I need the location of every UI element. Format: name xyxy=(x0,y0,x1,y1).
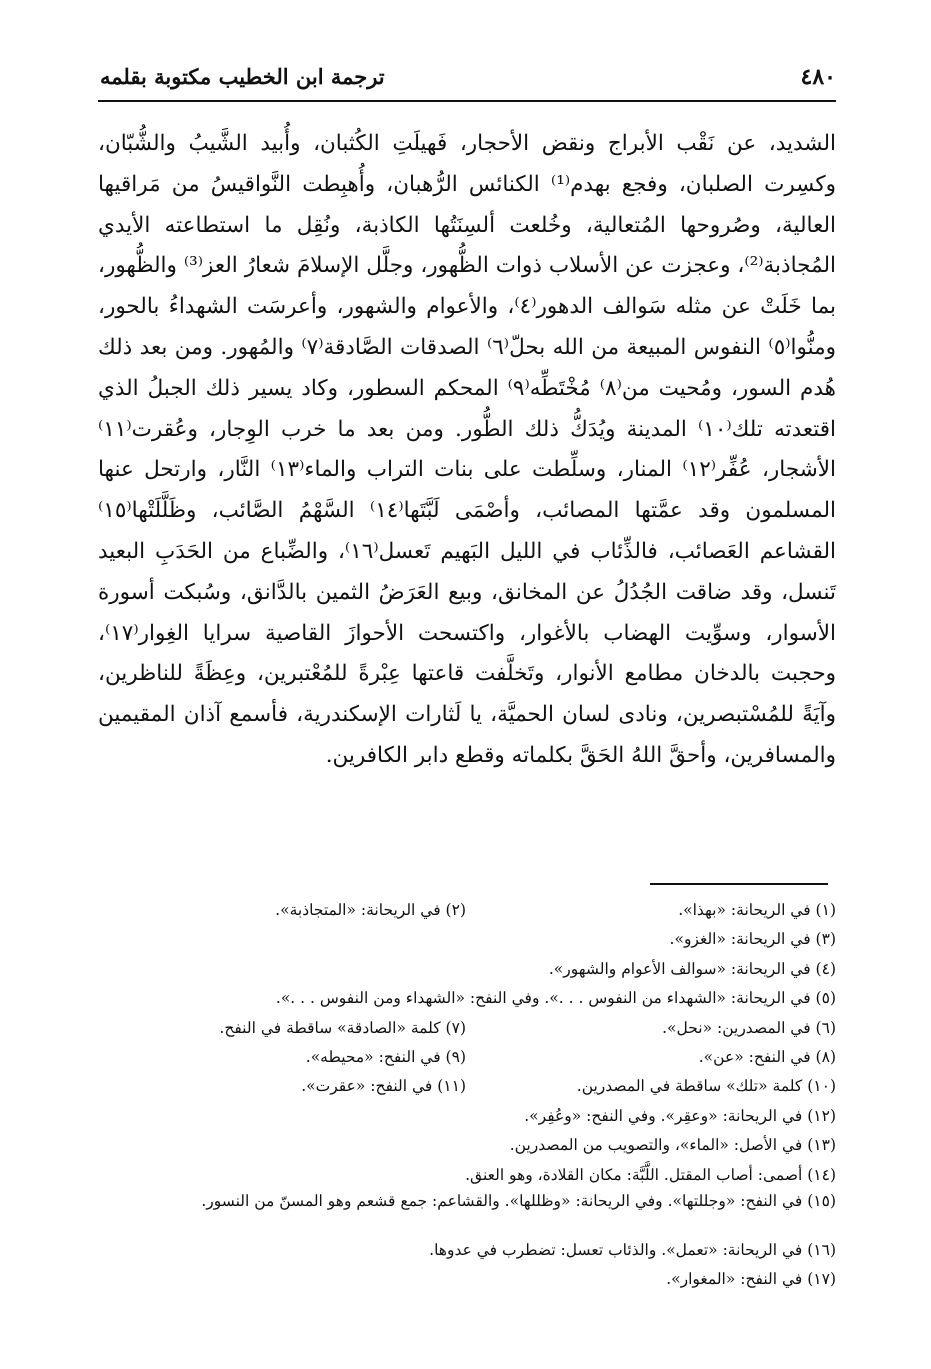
footnote-row xyxy=(98,1131,836,1160)
footnote-separator xyxy=(650,883,828,885)
footnote-row xyxy=(98,1236,836,1265)
footnote-9: (٩) في النفح: «محيطه». xyxy=(305,1047,466,1066)
footnote-row xyxy=(98,1265,836,1294)
footnote-16: (١٦) في الريحانة: «تعمل». والذئاب تعسل: تضطرب في عدوها. xyxy=(429,1240,836,1259)
footnotes-list xyxy=(98,896,836,1295)
footnote-6: (٦) في المصدرين: «نحل». xyxy=(662,1018,836,1037)
running-title: ترجمة ابن الخطيب مكتوبة بقلمه xyxy=(100,64,385,89)
footnote-1: (١) في الريحانة: «بهذا». xyxy=(678,901,836,919)
footnote-row xyxy=(98,1072,836,1101)
footnote-17: (١٧) في النفح: «المغوار». xyxy=(666,1270,836,1289)
footnote-3: (٣) في الريحانة: «الغزو». xyxy=(669,930,836,949)
footnote-12: (١٢) في الريحانة: «وعقِر». وفي النفح: «وعُفِر». xyxy=(524,1106,836,1125)
footnote-13: (١٣) في الأصل: «الماء»، والتصويب من المصدرين. xyxy=(509,1136,836,1155)
footnote-8: (٨) في النفح: «عن». xyxy=(698,1047,836,1066)
footnote-row xyxy=(98,1014,836,1043)
footnote-row xyxy=(98,955,836,984)
footnote-4: (٤) في الريحانة: «سوالف الأعوام والشهور». xyxy=(548,959,836,978)
footnote-10: (١٠) كلمة «تلك» ساقطة في المصدرين. xyxy=(576,1077,836,1096)
header-rule xyxy=(98,100,836,102)
footnote-15: (١٥) في النفح: «وجللتها». وفي الريحانة: «وظللها». والقشاعم: جمع قشعم وهو المسنّ من النسور. xyxy=(201,1191,836,1210)
footnote-row xyxy=(98,1102,836,1131)
footnote-row xyxy=(98,1043,836,1072)
body-paragraph: الشديد، عن نَقْب الأبراج ونقض الأحجار، فَهيلَتِ الكُثبان، وأُبيد الشَّيبُ والشُّبّان، وكسِرت الصلبان، وفجع بهدم⁽¹⁾ الكنائس الرُّهبان، وأُهبِطت النَّواقيسُ من مَراقيها العالية، وصُروحها المُتعالية، وخُلعت ألسِنَتُها الكاذبة، ونُقِل ما استطاعته الأيدي المُجاذبة⁽²⁾، وعجزت عن الأسلاب ذوات الظُّهور، وجلَّل الإسلامَ شعارُ العز⁽³⁾ والظُّهور، بما خَلَتْ عن مثله سَوالف الدهور⁽٤⁾، والأعوام والشهور، وأعرسَت الشهداءُ بالحور، ومنُّوا⁽٥⁾ النفوس المبيعة من الله بحلّ⁽٦⁾ الصدقات الصَّادقة⁽٧⁾ والمُهور. ومن بعد ذلك هُدم السور، ومُحيت من⁽٨⁾ مُخْتَطِّه⁽٩⁾ المحكم السطور، وكاد يسير ذلك الجبلُ الذي اقتعدته تلك⁽١٠⁾ المدينة ويُدَكُّ ذلك الطُّور. ومن بعد ما خرب الوِجار، وعُقرت⁽١١⁾ الأشجار، عُفِّر⁽١٢⁾ المنار، وسلِّطت على بنات التراب والماء⁽١٣⁾ النَّار، وارتحل عنها المسلمون وقد عمَّتها المصائب، وأصْمَى لَبَّتَها⁽١٤⁾ السَّهْمُ الصَّائب، وظَلَّلَتْها⁽١٥⁾ القشاعم العَصائب، فالذِّئاب في الليل البَهيم تَعسل⁽١٦⁾، والضِّباع من الحَدَبِ البعيد تَنسل، وقد ضاقت الجُدُلُ عن المخانق، وبيع العَرَضُ الثمين بالدَّانق، وسُبكت أسورة الأسوار، وسوِّيت الهضاب بالأغوار، واكتسحت الأحوازَ القاصية سرايا الغِوار⁽١٧⁾، وحجبت بالدخان مطامع الأنوار، وتَخلَّفت قاعتها عِبْرةً للمُعْتبرين، وعِظَةً للناظرين، وآيَةً للمُسْتبصرين، ونادى لسان الحميَّة، يا لَثارات الإسكندرية، فأسمع آذان المقيمين والمسافرين، وأحقَّ اللهُ الحَقَّ بكلماته وقطع دابر الكافرين. xyxy=(98,131,836,768)
footnote-row xyxy=(98,1190,836,1236)
footnote-11: (١١) في النفح: «عقرت». xyxy=(301,1077,466,1096)
footnote-5: (٥) في الريحانة: «الشهداء من النفوس . . .». وفي النفح: «الشهداء ومن النفوس . . .». xyxy=(275,989,836,1008)
footnote-row xyxy=(98,896,836,925)
footnote-2: (٢) في الريحانة: «المتجاذبة». xyxy=(275,901,466,919)
footnote-row xyxy=(98,925,836,954)
page-number: ٤٨٠ xyxy=(800,64,836,90)
footnote-14: (١٤) أصمى: أصاب المقتل. اللَّبَّة: مكان القلادة، وهو العنق. xyxy=(465,1165,836,1184)
footnote-row xyxy=(98,984,836,1013)
footnote-7: (٧) كلمة «الصادقة» ساقطة في النفح. xyxy=(219,1018,466,1037)
footnote-row xyxy=(98,1161,836,1190)
